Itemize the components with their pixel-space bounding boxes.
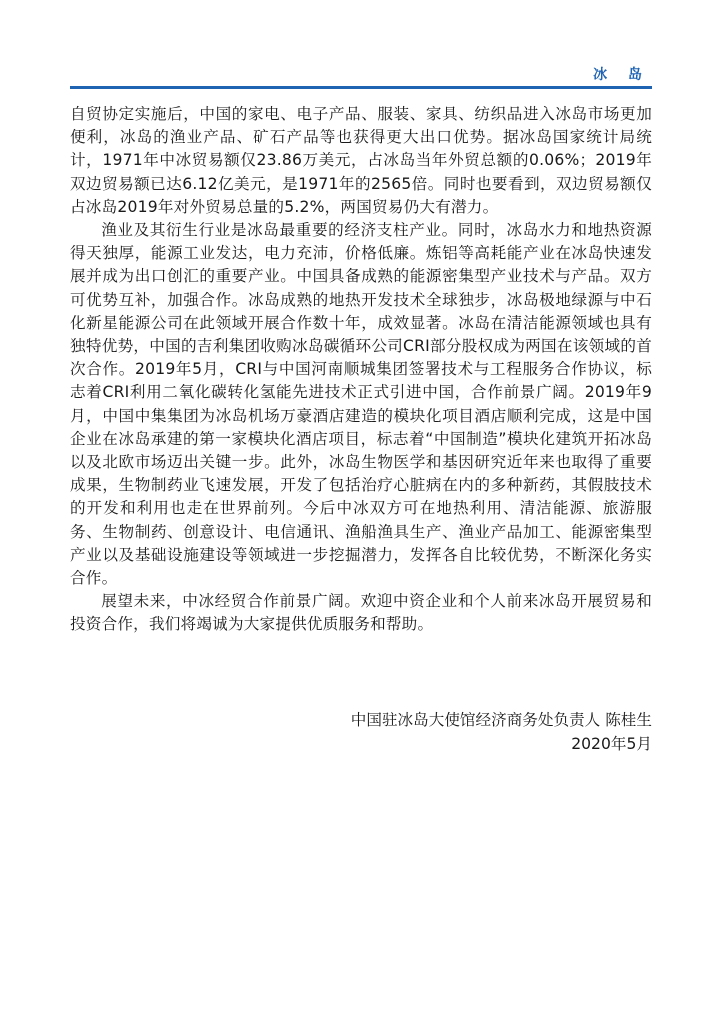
- page-header: [70, 62, 652, 88]
- signature-date: 2020年5月: [571, 734, 652, 753]
- signature-block: [70, 709, 652, 756]
- paragraph-outlook: 展望未来，中冰经贸合作前景广阔。欢迎中资企业和个人前来冰岛开展贸易和投资合作，我们将竭诚为大家提供优质服务和帮助。: [70, 592, 652, 634]
- body-text: [70, 103, 652, 637]
- paragraph-industry-cooperation: 渔业及其衍生行业是冰岛最重要的经济支柱产业。同时，冰岛水力和地热资源得天独厚，能源工业发达，电力充沛，价格低廉。炼铝等高耗能产业在冰岛快速发展并成为出口创汇的重要产业。中国具备成熟的能源密集型产业技术与产品。双方可优势互补，加强合作。冰岛成熟的地热开发技术全球独步，冰岛极地绿源与中石化新星能源公司在此领域开展合作数十年，成效显著。冰岛在清洁能源领域也具有独特优势，中国的吉利集团收购冰岛碳循环公司CRI部分股权成为两国在该领域的首次合作。2019年5月，CRI与中国河南顺城集团签署技术与工程服务合作协议，标志着CRI利用二氧化碳转化氢能先进技术正式引进中国，合作前景广阔。2019年9月，中国中集集团为冰岛机场万豪酒店建造的模块化项目酒店顺利完成，这是中国企业在冰岛承建的第一家模块化酒店项目，标志着“中国制造”模块化建筑开拓冰岛以及北欧市场迈出关键一步。此外，冰岛生物医学和基因研究近年来也取得了重要成果，生物制药业飞速发展，开发了包括治疗心脏病在内的多种新药，其假肢技术的开发和利用也走在世界前列。今后中冰双方可在地热利用、清洁能源、旅游服务、生物制药、创意设计、电信通讯、渔船渔具生产、渔业产品加工、能源密集型产业以及基础设施建设等领域进一步挖掘潜力，发挥各自比较优势，不断深化务实合作。: [70, 221, 652, 588]
- running-header-title: 冰 岛: [593, 67, 650, 83]
- header-divider: [70, 86, 652, 89]
- paragraph-continuation: 自贸协定实施后，中国的家电、电子产品、服装、家具、纺织品进入冰岛市场更加便利，冰岛的渔业产品、矿石产品等也获得更大出口优势。据冰岛国家统计局统计，1971年中冰贸易额仅23.86万美元，占冰岛当年外贸总额的0.06%；2019年双边贸易额已达6.12亿美元，是1971年的2565倍。同时也要看到，双边贸易额仅占冰岛2019年对外贸易总量的5.2%，两国贸易仍大有潜力。: [70, 105, 652, 216]
- signature-author: 中国驻冰岛大使馆经济商务处负责人 陈桂生: [350, 711, 652, 729]
